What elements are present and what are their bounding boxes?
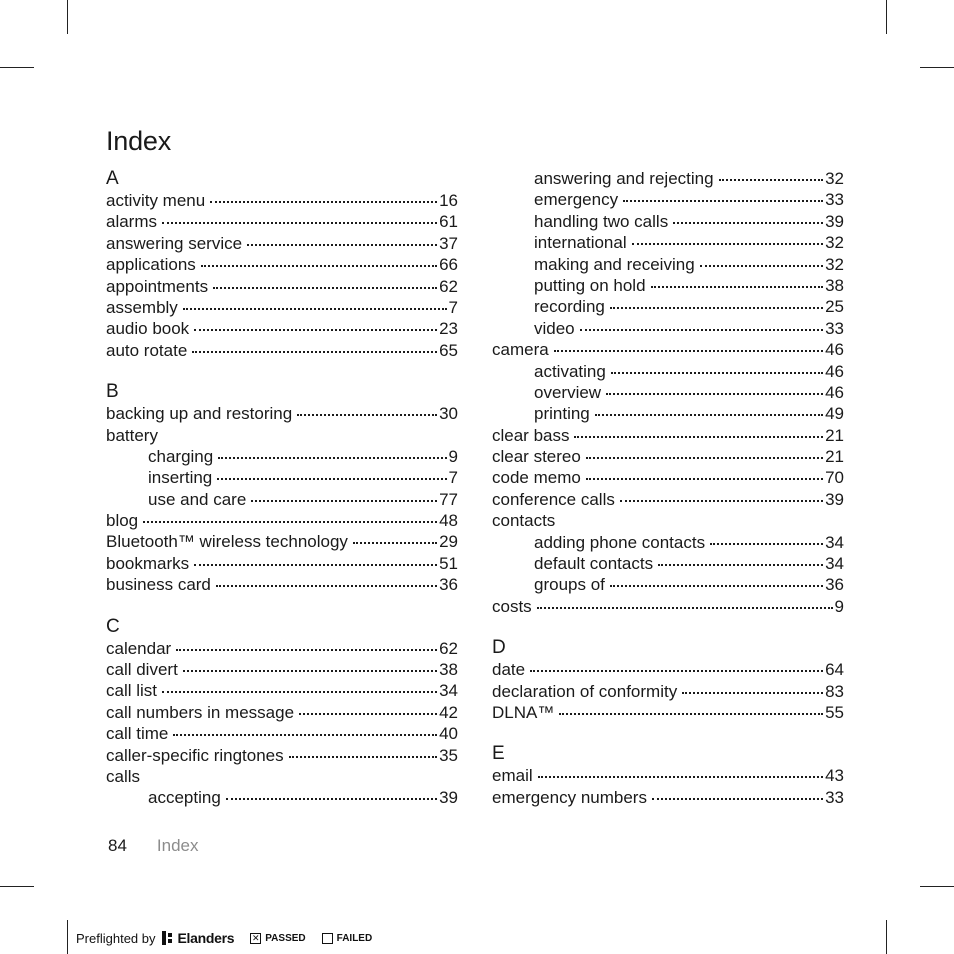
index-subentry: [106, 446, 458, 467]
dot-leader: [606, 393, 823, 395]
dot-leader: [651, 286, 824, 288]
entry-term: adding phone contacts: [534, 532, 706, 552]
index-entry: [106, 680, 458, 701]
dot-leader: [162, 691, 437, 693]
dot-leader: [194, 329, 437, 331]
dot-leader: [226, 798, 437, 800]
entry-term: clear stereo: [492, 447, 581, 467]
entry-page-number: 34: [825, 532, 844, 552]
entry-term: clear bass: [492, 425, 570, 445]
entry-page-number: 55: [825, 702, 844, 722]
index-subentry: [106, 467, 458, 488]
entry-term: putting on hold: [534, 275, 646, 295]
dot-leader: [218, 457, 446, 459]
entry-page-number: 49: [825, 404, 844, 424]
entry-page-number: 23: [439, 319, 458, 339]
index-section: [492, 637, 844, 723]
index-subentry: [492, 532, 844, 553]
index-entry: [492, 765, 844, 786]
dot-leader: [620, 500, 823, 502]
entry-page-number: 36: [825, 575, 844, 595]
index-entry: [492, 446, 844, 467]
index-entry: [492, 787, 844, 808]
entry-term: emergency numbers: [492, 787, 647, 807]
entry-page-number: 39: [825, 211, 844, 231]
passed-checkbox: ✕: [251, 932, 260, 943]
dot-leader: [710, 543, 823, 545]
index-entry: [106, 745, 458, 766]
entry-term: caller-specific ringtones: [106, 745, 284, 765]
index-section: [106, 616, 458, 809]
page-footer: [108, 836, 199, 856]
page-number: 84: [108, 836, 127, 855]
index-entry: [492, 510, 844, 531]
dot-leader: [610, 307, 823, 309]
index-entry: [106, 254, 458, 275]
index-subentry: [492, 574, 844, 595]
dot-leader: [162, 222, 437, 224]
index-subentry: [492, 275, 844, 296]
entry-page-number: 43: [825, 766, 844, 786]
entry-page-number: 64: [825, 660, 844, 680]
index-column-left: [106, 168, 458, 809]
entry-term: call numbers in message: [106, 702, 295, 722]
dot-leader: [217, 478, 446, 480]
entry-term: printing: [534, 404, 590, 424]
dot-leader: [673, 222, 823, 224]
footer-section-title: Index: [156, 836, 199, 855]
entry-page-number: 38: [439, 660, 458, 680]
dot-leader: [299, 713, 437, 715]
entry-page-number: 7: [448, 468, 458, 488]
entry-term: call list: [106, 681, 158, 701]
entry-term: international: [534, 233, 627, 253]
index-section: [492, 743, 844, 808]
index-subentry: [492, 168, 844, 189]
index-subentry: [492, 318, 844, 339]
dot-leader: [658, 564, 823, 566]
index-entry: [106, 510, 458, 531]
failed-checkbox: [322, 933, 333, 944]
entry-term: assembly: [106, 297, 178, 317]
entry-term: accepting: [148, 788, 221, 808]
dot-leader: [610, 585, 823, 587]
entry-term: costs: [492, 596, 532, 616]
index-section: [106, 381, 458, 596]
index-entry: [106, 659, 458, 680]
entry-term: business card: [106, 575, 211, 595]
index-entry: [106, 702, 458, 723]
entry-term: camera: [492, 340, 549, 360]
page-title: Index: [106, 126, 172, 157]
index-entry: [106, 425, 458, 446]
entry-term: auto rotate: [106, 340, 188, 360]
crop-mark: [67, 920, 68, 954]
entry-term: DLNA™: [492, 702, 555, 722]
dot-leader: [554, 350, 823, 352]
index-entry: [492, 702, 844, 723]
entry-term: groups of: [534, 575, 605, 595]
entry-term: date: [492, 660, 526, 680]
entry-page-number: 33: [825, 190, 844, 210]
preflight-brand: Elanders: [177, 930, 235, 946]
dot-leader: [201, 265, 437, 267]
dot-leader: [580, 329, 823, 331]
passed-label: PASSED: [265, 932, 306, 944]
entry-term: overview: [534, 382, 602, 402]
index-subentry: [492, 211, 844, 232]
index-entry: [106, 723, 458, 744]
crop-mark: [920, 886, 954, 887]
entry-term: activity menu: [106, 191, 206, 210]
index-entry: [106, 638, 458, 659]
index-entry: [492, 467, 844, 488]
index-subentry: [492, 232, 844, 253]
entry-term: email: [492, 766, 533, 786]
entry-page-number: 32: [825, 254, 844, 274]
entry-page-number: 32: [825, 233, 844, 253]
entry-term: handling two calls: [534, 211, 669, 231]
section-letter: D: [492, 637, 506, 659]
dot-leader: [719, 179, 824, 181]
entry-term: recording: [534, 297, 605, 317]
entry-term: answering service: [106, 233, 243, 253]
entry-page-number: 61: [439, 212, 458, 232]
crop-mark: [886, 0, 887, 34]
dot-leader: [192, 351, 437, 353]
dot-leader: [183, 308, 447, 310]
entry-term: declaration of conformity: [492, 681, 678, 701]
index-entry: [106, 531, 458, 552]
dot-leader: [289, 756, 437, 758]
entry-term: blog: [106, 511, 139, 531]
entry-page-number: 62: [439, 638, 458, 658]
elanders-logo-icon: [162, 931, 174, 945]
section-letter: B: [106, 381, 119, 403]
dot-leader: [176, 649, 437, 651]
index-entry: [106, 233, 458, 254]
preflight-stamp: [76, 928, 372, 948]
preflight-label: Preflighted by: [76, 930, 156, 946]
entry-page-number: 51: [439, 553, 458, 573]
entry-page-number: 7: [448, 297, 458, 317]
entry-term: call divert: [106, 660, 178, 680]
index-section: [106, 168, 458, 361]
section-letter: E: [492, 743, 505, 765]
entry-page-number: 39: [825, 489, 844, 509]
index-entry: [106, 276, 458, 297]
index-subentry: [492, 254, 844, 275]
dot-leader: [559, 713, 823, 715]
entry-page-number: 70: [825, 468, 844, 488]
dot-leader: [251, 500, 437, 502]
entry-term: audio book: [106, 319, 190, 339]
crop-mark: [0, 886, 34, 887]
index-entry: [106, 318, 458, 339]
entry-page-number: 42: [439, 702, 458, 722]
dot-leader: [611, 372, 823, 374]
dot-leader: [210, 201, 437, 203]
entry-page-number: 25: [825, 297, 844, 317]
entry-term: making and receiving: [534, 254, 695, 274]
entry-page-number: 65: [439, 340, 458, 360]
dot-leader: [586, 457, 823, 459]
entry-term: contacts: [492, 511, 556, 531]
index-entry: [106, 340, 458, 361]
entry-term: appointments: [106, 276, 209, 296]
entry-page-number: 32: [825, 169, 844, 188]
dot-leader: [247, 244, 437, 246]
entry-term: calls: [106, 766, 141, 786]
section-letter: A: [106, 168, 119, 189]
index-entry: [106, 766, 458, 787]
dot-leader: [586, 478, 823, 480]
dot-leader: [530, 670, 823, 672]
index-entry: [106, 553, 458, 574]
index-entry: [106, 297, 458, 318]
entry-page-number: 30: [439, 404, 458, 424]
crop-mark: [0, 67, 34, 68]
index-subentry: [492, 361, 844, 382]
entry-term: applications: [106, 255, 196, 275]
index-subentry: [492, 189, 844, 210]
index-entry: [492, 659, 844, 680]
dot-leader: [537, 607, 833, 609]
dot-leader: [353, 542, 437, 544]
index-subentry: [492, 403, 844, 424]
dot-leader: [700, 265, 823, 267]
dot-leader: [623, 200, 823, 202]
entry-page-number: 21: [825, 447, 844, 467]
index-entry: [106, 403, 458, 424]
entry-term: alarms: [106, 212, 158, 232]
crop-mark: [886, 920, 887, 954]
entry-term: activating: [534, 361, 606, 381]
entry-page-number: 9: [448, 446, 458, 466]
entry-page-number: 46: [825, 382, 844, 402]
dot-leader: [632, 243, 823, 245]
entry-page-number: 34: [439, 681, 458, 701]
dot-leader: [183, 670, 437, 672]
dot-leader: [538, 776, 823, 778]
dot-leader: [574, 436, 823, 438]
entry-term: inserting: [148, 468, 213, 488]
entry-page-number: 77: [439, 489, 458, 509]
index-entry: [492, 596, 844, 617]
entry-term: bookmarks: [106, 553, 190, 573]
entry-page-number: 46: [825, 340, 844, 360]
dot-leader: [143, 521, 437, 523]
dot-leader: [595, 414, 823, 416]
entry-page-number: 46: [825, 361, 844, 381]
index-entry: [492, 489, 844, 510]
dot-leader: [216, 585, 437, 587]
entry-page-number: 9: [834, 596, 844, 616]
entry-page-number: 48: [439, 511, 458, 531]
dot-leader: [213, 287, 437, 289]
index-subentry: [492, 382, 844, 403]
index-subentry: [106, 489, 458, 510]
entry-page-number: 35: [439, 745, 458, 765]
entry-page-number: 29: [439, 532, 458, 552]
entry-term: default contacts: [534, 554, 654, 574]
index-entry: [106, 190, 458, 211]
dot-leader: [297, 414, 437, 416]
dot-leader: [652, 798, 823, 800]
index-entry: [106, 574, 458, 595]
entry-page-number: 36: [439, 575, 458, 595]
index-entry: [492, 681, 844, 702]
entry-term: conference calls: [492, 489, 615, 509]
index-subentry: [492, 553, 844, 574]
section-letter: C: [106, 615, 120, 637]
entry-term: charging: [148, 446, 214, 466]
entry-page-number: 38: [825, 275, 844, 295]
index-entry: [106, 211, 458, 232]
entry-page-number: 33: [825, 318, 844, 338]
entry-term: use and care: [148, 489, 247, 509]
entry-page-number: 39: [439, 788, 458, 808]
entry-page-number: 21: [825, 425, 844, 445]
entry-page-number: 33: [825, 787, 844, 807]
entry-page-number: 62: [439, 276, 458, 296]
entry-term: battery: [106, 425, 158, 445]
entry-term: call time: [106, 724, 169, 744]
crop-mark: [67, 0, 68, 34]
entry-term: code memo: [492, 468, 581, 488]
index-entry: [492, 425, 844, 446]
entry-page-number: 34: [825, 554, 844, 574]
entry-page-number: 37: [439, 233, 458, 253]
entry-term: emergency: [534, 190, 619, 210]
index-column-right: [492, 168, 844, 808]
entry-page-number: 66: [439, 255, 458, 275]
entry-page-number: 16: [439, 191, 458, 210]
entry-term: video: [534, 318, 575, 338]
entry-page-number: 40: [439, 724, 458, 744]
index-entry: [492, 339, 844, 360]
index-section: [492, 168, 844, 617]
index-subentry: [106, 787, 458, 808]
entry-term: calendar: [106, 638, 172, 658]
failed-label: FAILED: [336, 932, 373, 944]
entry-page-number: 83: [825, 681, 844, 701]
entry-term: backing up and restoring: [106, 404, 293, 424]
entry-term: answering and rejecting: [534, 169, 714, 188]
crop-mark: [920, 67, 954, 68]
dot-leader: [173, 734, 437, 736]
entry-term: Bluetooth™ wireless technology: [106, 532, 348, 552]
index-subentry: [492, 296, 844, 317]
dot-leader: [194, 564, 437, 566]
dot-leader: [682, 692, 823, 694]
